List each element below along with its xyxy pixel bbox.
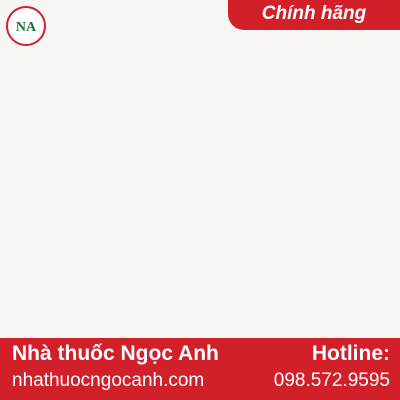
pharmacy-logo: [6, 6, 46, 46]
leaflet-text: [56, 34, 392, 334]
section-paragraph: [56, 134, 392, 141]
section-paragraph: [56, 114, 392, 121]
section-paragraph: [56, 174, 392, 181]
section-paragraph: [56, 44, 392, 51]
section-paragraph: [56, 124, 392, 131]
section-paragraph: [56, 154, 392, 161]
hotline-label: Hotline:: [311, 342, 390, 365]
section-heading: [56, 184, 392, 192]
store-footer: [0, 338, 400, 400]
section-heading: [56, 104, 392, 112]
section-paragraph: [56, 54, 392, 61]
section-paragraph: [56, 64, 392, 71]
section-paragraph: [56, 164, 392, 171]
section-paragraph: [56, 84, 392, 91]
authentic-badge: [228, 0, 400, 30]
section-heading: [56, 144, 392, 152]
authentic-badge-label: Chính hãng: [261, 3, 367, 24]
section-paragraph: [56, 94, 392, 101]
section-heading: [56, 34, 392, 42]
logo-initials: NA: [15, 20, 37, 35]
hotline-number: 098.572.9595: [273, 370, 390, 391]
section-paragraph: [56, 194, 392, 201]
store-website: nhathuocngocanh.com: [12, 370, 205, 391]
section-heading: [56, 74, 392, 82]
store-name: Nhà thuốc Ngọc Anh: [12, 342, 219, 365]
